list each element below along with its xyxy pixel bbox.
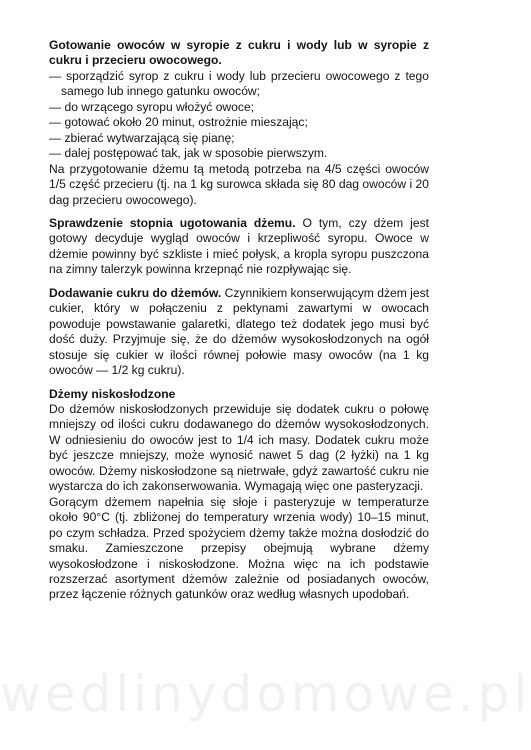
paragraph-low-sugar-2: Gorącym dżemem napełnia się słoje i pasteryzuje w temperaturze około 90°C (tj. zbliżonej do temperatury wrzenia wody) 10–15 minut, po czym schładza. Przed spożyciem dżemy także można dosłodzić do smaku. Zamieszczone przepisy obejmują wybrane dżemy wysokosłodzone i niskosłodzone. Można więc na ich podstawie rozszerzać asortyment dżemów zależnie od posiadanych owoców, przez łączenie różnych gatunków oraz według własnych upodobań. (49, 494, 429, 602)
list-item: — zbierać wytwarzającą się pianę; (49, 131, 429, 146)
section-heading-doneness: Sprawdzenie stopnia ugotowania dżemu. (49, 215, 296, 230)
list-item: — dalej postępować tak, jak w sposobie pierwszym. (49, 146, 429, 161)
list-item: — do wrzącego syropu włożyć owoce; (49, 100, 429, 115)
list-item: — gotować około 20 minut, ostrożnie mieszając; (49, 115, 429, 130)
watermark: wedlinydomowe.pl (0, 665, 531, 723)
page-text (49, 38, 429, 603)
list-item: — sporządzić syrop z cukru i wody lub przecieru owocowego z tego samego lub innego gatunku owoców; (49, 69, 429, 100)
paragraph-doneness-check (49, 216, 429, 278)
cooking-steps-list (49, 69, 429, 162)
paragraph-low-sugar-1: Do dżemów niskosłodzonych przewiduje się dodatek cukru o połowę mniejszy od ilości cukru dodawanego do dżemów wysokosłodzonych. W odniesieniu do owoców jest to 1/4 ich masy. Dodatek cukru może być jeszcze mniejszy, może wynosić nawet 5 dag (2 łyżki) na 1 kg owoców. Dżemy niskosłodzone są nietrwałe, gdyż zawartość cukru nie wystarcza do ich zakonserwowania. Wymagają więc one pasteryzacji. (49, 401, 429, 494)
proportion-note: Na przygotowanie dżemu tą metodą potrzeba na 4/5 części owoców 1/5 część przecieru (tj. na 1 kg surowca składa się 80 dag owoców i 20 dag przecieru owocowego). (49, 161, 429, 207)
section-heading-adding-sugar: Dodawanie cukru do dżemów. (49, 285, 222, 300)
section-heading-cooking-in-syrup: Gotowanie owoców w syropie z cukru i wody lub w syropie z cukru i przecieru owocowego. (49, 38, 429, 68)
section-heading-low-sugar: Dżemy niskosłodzone (49, 386, 176, 401)
paragraph-text: O tym, czy dżem jest gotowy decyduje wygląd owoców i krzepliwość syropu. Owoce w dżemie powinny być szkliste i mieć połysk, a kropla syropu puszczona na zimny talerzyk powinna krzepnąć nie rozpływając się. (49, 215, 429, 277)
paragraph-text: Czynnikiem konserwującym dżem jest cukier, który w połączeniu z pektynami zawartymi w owocach powoduje powstawanie galaretki, dlatego też dodatek jego musi być dość duży. Przyjmuje się, że do dżemów wysokosłodzonych na ogół stosuje się cukier w ilości równej połowie masy owoców (na 1 kg owoców — 1/2 kg cukru). (49, 285, 429, 378)
paragraph-adding-sugar (49, 286, 429, 379)
